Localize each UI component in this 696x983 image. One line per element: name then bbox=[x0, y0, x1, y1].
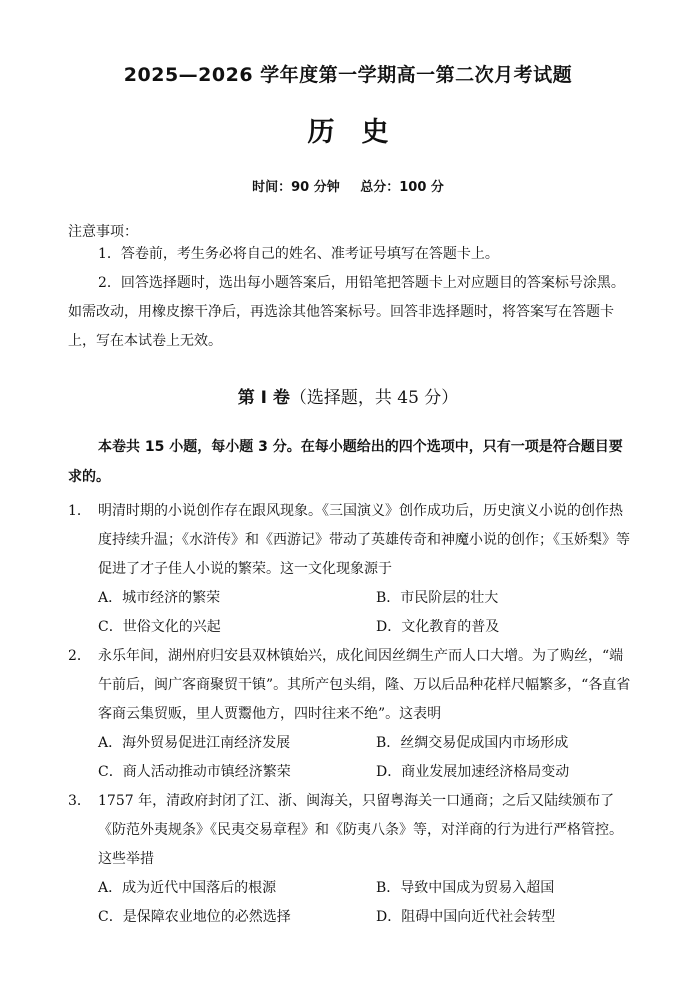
exam-score: 总分：100 分 bbox=[360, 180, 444, 195]
question-2 bbox=[68, 642, 634, 787]
question-number: 3． bbox=[68, 793, 91, 809]
question-stem: 明清时期的小说创作存在跟风现象。《三国演义》创作成功后，历史演义小说的创作热度持续升温；《水浒传》和《西游记》带动了英雄传奇和神魔小说的创作；《玉娇梨》等促进了才子佳人小说的繁荣。这一文化现象源于 bbox=[98, 503, 630, 577]
option-c: C．是保障农业地位的必然选择 bbox=[98, 909, 291, 925]
options bbox=[98, 874, 634, 932]
option-d: D．文化教育的普及 bbox=[376, 619, 500, 635]
section-instruction: 本卷共 15 小题，每小题 3 分。在每小题给出的四个选项中，只有一项是符合题目要求的。 bbox=[68, 439, 623, 485]
options bbox=[98, 584, 634, 642]
option-d: D．阻碍中国向近代社会转型 bbox=[376, 909, 556, 925]
option-a: A．城市经济的繁荣 bbox=[98, 590, 221, 606]
exam-meta bbox=[0, 176, 696, 195]
notice-item: 1．答卷前，考生务必将自己的姓名、准考证号填写在答题卡上。 bbox=[98, 246, 499, 262]
notice-item: 2．回答选择题时，选出每小题答案后，用铅笔把答题卡上对应题目的答案标号涂黑。如需改动，用橡皮擦干净后，再选涂其他答案标号。回答非选择题时，将答案写在答题卡上，写在本试卷上无效。 bbox=[68, 275, 625, 349]
options bbox=[98, 729, 634, 787]
section-title-rest: （选择题，共 45 分） bbox=[289, 388, 459, 408]
option-a: A．海外贸易促进江南经济发展 bbox=[98, 735, 291, 751]
question-number: 1． bbox=[68, 503, 91, 519]
option-a: A．成为近代中国落后的根源 bbox=[98, 880, 277, 896]
option-b: B．丝绸交易促成国内市场形成 bbox=[376, 735, 569, 751]
option-b: B．导致中国成为贸易入超国 bbox=[376, 880, 555, 896]
notice-list bbox=[68, 240, 630, 356]
option-c: C．商人活动推动市镇经济繁荣 bbox=[98, 764, 291, 780]
section-title bbox=[0, 383, 696, 408]
question-list bbox=[68, 497, 634, 932]
option-c: C．世俗文化的兴起 bbox=[98, 619, 221, 635]
notice-heading: 注意事项： bbox=[68, 224, 138, 240]
question-3 bbox=[68, 787, 634, 932]
section-title-bold: 第 I 卷 bbox=[237, 388, 290, 408]
exam-time: 时间：90 分钟 bbox=[252, 180, 340, 195]
option-d: D．商业发展加速经济格局变动 bbox=[376, 764, 570, 780]
question-stem: 1757 年，清政府封闭了江、浙、闽海关，只留粤海关一口通商；之后又陆续颁布了《防范外夷规条》《民夷交易章程》和《防夷八条》等，对洋商的行为进行严格管控。这些举措 bbox=[98, 793, 623, 867]
option-b: B．市民阶层的壮大 bbox=[376, 590, 499, 606]
question-number: 2． bbox=[68, 648, 91, 664]
question-1 bbox=[68, 497, 634, 642]
question-stem: 永乐年间，湖州府归安县双林镇始兴，成化间因丝绸生产而人口大增。为了购丝，“端午前后，闽广客商聚贸干镇”。其所产包头绢，隆、万以后品种花样尺幅繁多，“各直省客商云集贸贩，里人贾鬻他方，四时往来不绝”。这表明 bbox=[98, 648, 631, 722]
exam-title: 2025—2026 学年度第一学期高一第二次月考试题 bbox=[123, 64, 573, 86]
subject-title: 历 史 bbox=[307, 117, 389, 148]
